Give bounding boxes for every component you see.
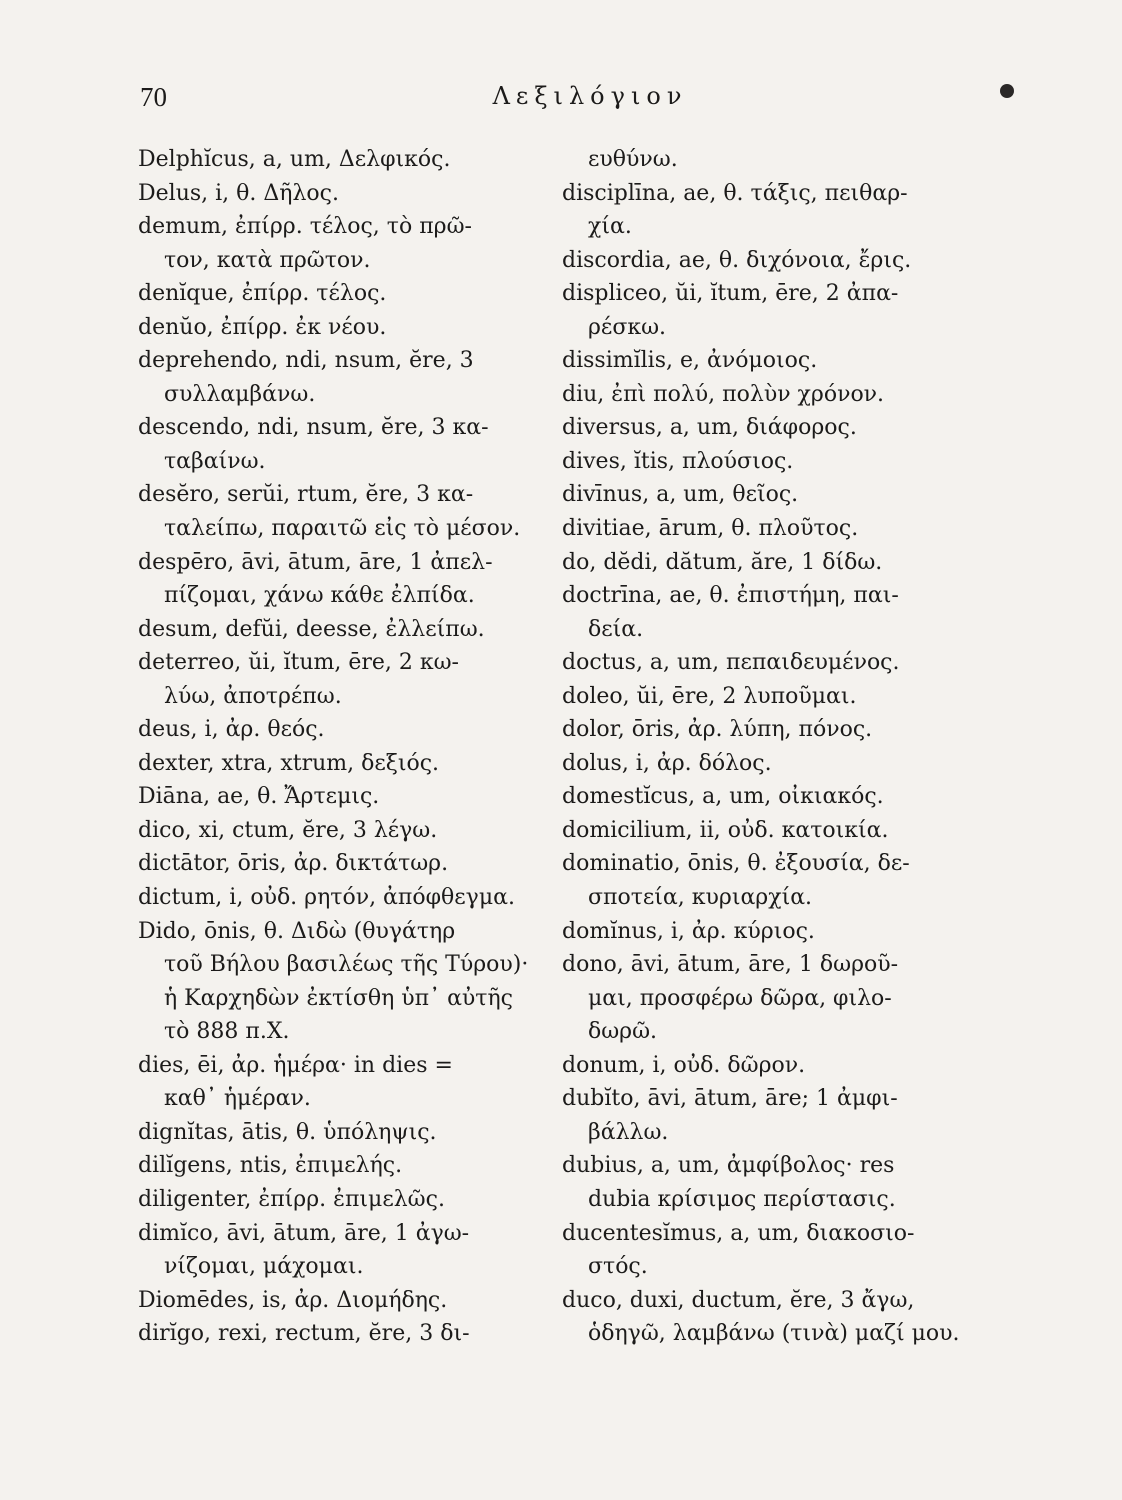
entry-line: deus, i, ἀρ. θεός. <box>138 717 325 743</box>
entry-line: ταβαίνω. <box>164 448 266 474</box>
entry-line: ρέσκω. <box>588 314 667 340</box>
entry-line: divīnus, a, um, θεῖος. <box>562 482 799 508</box>
entry-line: domĭnus, i, ἀρ. κύριος. <box>562 918 815 944</box>
entry-line: Delphĭcus, a, um, Δελφικός. <box>138 147 451 172</box>
entry-line: dirĭgo, rexi, rectum, ĕre, 3 δι- <box>138 1321 470 1347</box>
entry-line: domicilium, ii, οὐδ. κατοικία. <box>562 817 889 843</box>
entry-line: βάλλω. <box>588 1119 669 1145</box>
entry-line: dimĭco, āvi, ātum, āre, 1 ἀγω- <box>138 1220 470 1246</box>
entry-line: denĭque, ἐπίρρ. τέλος. <box>138 281 387 307</box>
entry-line: deterreo, ŭi, ĭtum, ēre, 2 κω- <box>138 650 459 676</box>
entry-line: dubĭto, āvi, ātum, āre; 1 ἀμφι- <box>562 1086 898 1112</box>
entry-line: diversus, a, um, διάφορος. <box>562 415 857 441</box>
ink-blot <box>1000 84 1014 98</box>
entry-line: σποτεία, κυριαρχία. <box>588 885 813 911</box>
entry-line: Diāna, ae, θ. Ἄρτεμις. <box>138 784 380 810</box>
entry-line: νίζομαι, μάχομαι. <box>164 1254 364 1280</box>
entry-line: dubius, a, um, ἀμφίβολος· res <box>562 1153 895 1179</box>
entry-line: ευθύνω. <box>588 147 678 172</box>
entry-line: dolus, i, ἀρ. δόλος. <box>562 750 772 776</box>
entry-line: dives, ĭtis, πλούσιος. <box>562 448 794 474</box>
entry-line: dissimĭlis, e, ἀνόμοιος. <box>562 348 818 374</box>
entry-line: diligenter, ἐπίρρ. ἐπιμελῶς. <box>138 1186 445 1212</box>
entry-line: συλλαμβάνω. <box>164 381 316 407</box>
entry-line: χία. <box>588 214 632 240</box>
entry-line: τον, κατὰ πρῶτον. <box>164 247 371 273</box>
entry-line: dubia κρίσιμος περίστασις. <box>588 1186 896 1212</box>
entry-line: τοῦ Βήλου βασιλέως τῆς Τύρου)· <box>164 952 529 978</box>
entry-line: divitiae, ārum, θ. πλοῦτος. <box>562 516 859 542</box>
entry-line: desum, defŭi, deesse, ἐλλείπω. <box>138 616 485 642</box>
entry-line: doctrīna, ae, θ. ἐπιστήμη, παι- <box>562 583 899 609</box>
entry-line: descendo, ndi, nsum, ĕre, 3 κα- <box>138 415 489 441</box>
entry-line: καθ᾽ ἡμέραν. <box>164 1086 311 1112</box>
entry-line: diu, ἐπὶ πολύ, πολὺν χρόνον. <box>562 381 885 407</box>
entry-line: disciplīna, ae, θ. τάξις, πειθαρ- <box>562 180 908 206</box>
entry-line: dono, āvi, ātum, āre, 1 δωροῦ- <box>562 952 899 978</box>
entry-line: Dido, ōnis, θ. Διδὼ (θυγάτηρ <box>138 918 456 944</box>
entry-line: donum, i, οὐδ. δῶρον. <box>562 1052 806 1078</box>
entry-line: Diomēdes, is, ἀρ. Διομήδης. <box>138 1287 448 1313</box>
entry-line: δωρῶ. <box>588 1019 658 1045</box>
entry-line: desĕro, serŭi, rtum, ĕre, 3 κα- <box>138 482 474 508</box>
entry-line: ducentesĭmus, a, um, διακοσιο- <box>562 1220 915 1246</box>
entry-line: deprehendo, ndi, nsum, ĕre, 3 <box>138 348 474 374</box>
entry-line: displiceo, ŭi, ĭtum, ēre, 2 ἀπα- <box>562 281 899 307</box>
entry-line: do, dĕdi, dătum, ăre, 1 δίδω. <box>562 549 883 575</box>
entry-line: doctus, a, um, πεπαιδευμένος. <box>562 650 900 676</box>
right-column <box>562 143 1002 1351</box>
entry-line: στός. <box>588 1254 648 1280</box>
page-header <box>140 82 1022 122</box>
entry-line: λύω, ἀποτρέπω. <box>164 683 342 709</box>
entry-line: dilĭgens, ntis, ἐπιμελής. <box>138 1153 403 1179</box>
left-column <box>138 143 548 1351</box>
entry-line: duco, duxi, ductum, ĕre, 3 ἄγω, <box>562 1287 915 1313</box>
entry-line: doleo, ŭi, ēre, 2 λυποῦμαι. <box>562 683 857 709</box>
entry-line: dico, xi, ctum, ĕre, 3 λέγω. <box>138 817 438 843</box>
entry-line: demum, ἐπίρρ. τέλος, τὸ πρῶ- <box>138 214 472 240</box>
entry-line: dies, ēi, ἀρ. ἡμέρα· in dies = <box>138 1052 453 1078</box>
entry-line: discordia, ae, θ. διχόνοια, ἔρις. <box>562 247 912 273</box>
entry-line: dexter, xtra, xtrum, δεξιός. <box>138 750 440 776</box>
entry-line: Delus, i, θ. Δῆλος. <box>138 180 339 206</box>
entry-line: denŭo, ἐπίρρ. ἐκ νέου. <box>138 314 387 340</box>
entry-line: dolor, ōris, ἀρ. λύπη, πόνος. <box>562 717 873 743</box>
entry-line: τὸ 888 π.Χ. <box>164 1019 290 1045</box>
entry-line: dictum, i, οὐδ. ρητόν, ἀπόφθεγμα. <box>138 885 515 911</box>
entry-line: δεία. <box>588 616 644 642</box>
running-title: Λεξιλόγιον <box>492 82 688 110</box>
entry-line: dictātor, ōris, ἀρ. δικτάτωρ. <box>138 851 449 877</box>
entry-line: ὁδηγῶ, λαμβάνω (τινὰ) μαζί μου. <box>588 1321 960 1347</box>
entry-line: ἡ Καρχηδὼν ἐκτίσθη ὑπ᾽ αὐτῆς <box>164 985 513 1011</box>
entry-line: despēro, āvi, ātum, āre, 1 ἀπελ- <box>138 549 493 575</box>
page-number: 70 <box>140 82 167 112</box>
entry-line: μαι, προσφέρω δῶρα, φιλο- <box>588 985 892 1011</box>
entry-line: dominatio, ōnis, θ. ἐξουσία, δε- <box>562 851 910 877</box>
entry-line: ταλείπω, παραιτῶ εἰς τὸ μέσον. <box>164 516 521 542</box>
entry-line: domestĭcus, a, um, οἰκιακός. <box>562 784 884 810</box>
entry-line: πίζομαι, χάνω κάθε ἐλπίδα. <box>164 583 475 609</box>
entry-line: dignĭtas, ātis, θ. ὑπόληψις. <box>138 1119 437 1145</box>
